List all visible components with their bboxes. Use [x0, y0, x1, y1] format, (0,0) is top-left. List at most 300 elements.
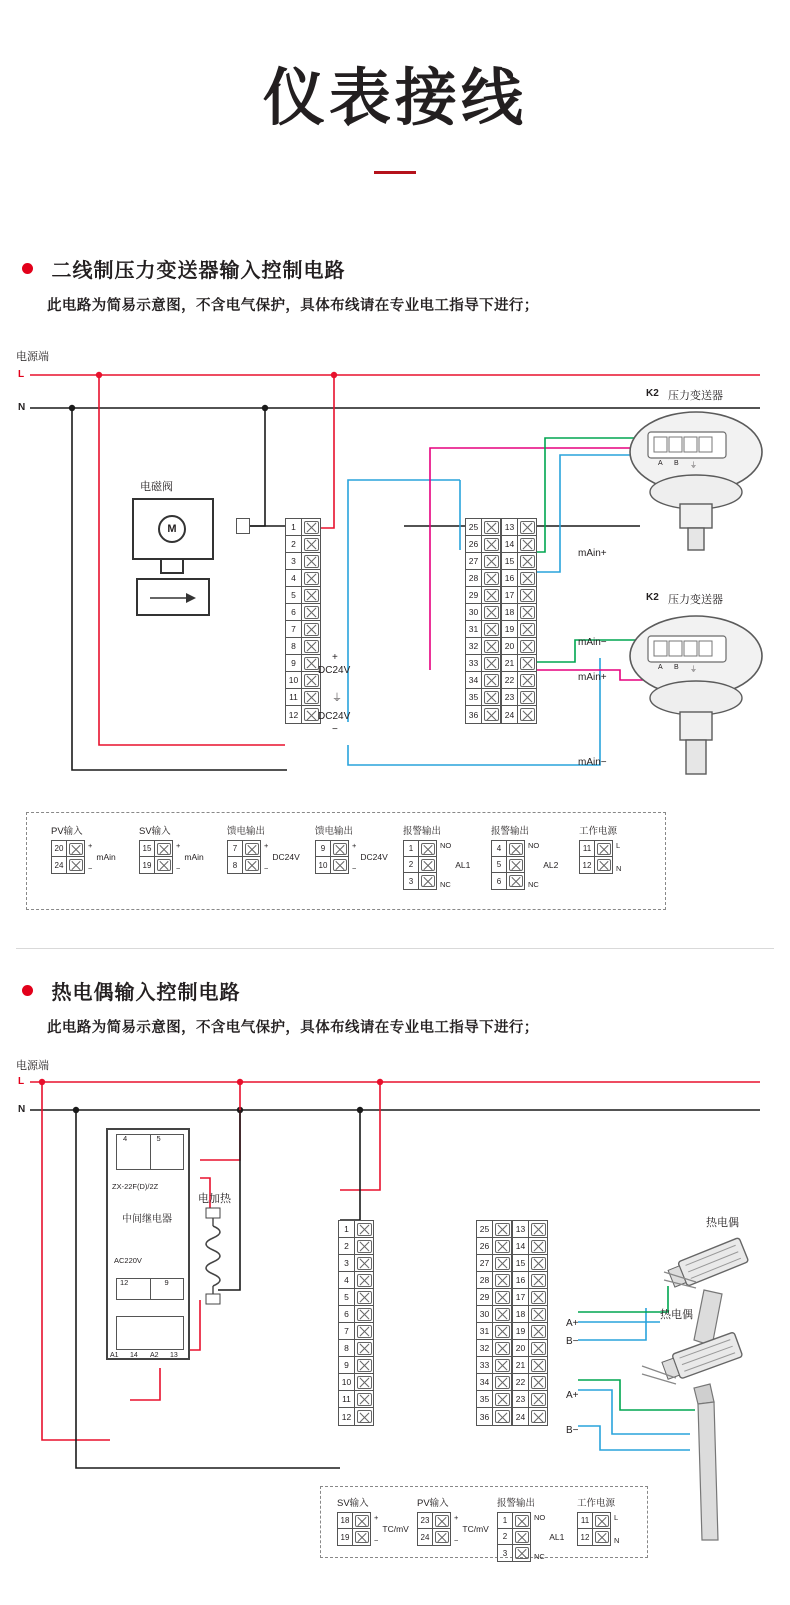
screw-icon: [435, 1531, 449, 1543]
screw-icon: [69, 859, 83, 871]
legend-terminal-block[interactable]: [491, 840, 525, 890]
terminal-number: 10: [286, 672, 302, 688]
legend-terminal-3[interactable]: [498, 1545, 530, 1561]
terminal-number: 1: [286, 519, 302, 535]
terminal-strip-mid-left-2[interactable]: [476, 1220, 512, 1426]
legend-row: [51, 840, 116, 874]
screw-icon: [509, 875, 523, 887]
legend-sign: L: [614, 1513, 619, 1522]
terminal-9[interactable]: [286, 655, 320, 672]
terminal-28[interactable]: [477, 1272, 511, 1289]
terminal-24[interactable]: [502, 706, 536, 723]
terminal-12[interactable]: [339, 1408, 373, 1425]
legend-terminal-12[interactable]: [578, 1529, 610, 1545]
terminal-23[interactable]: [513, 1391, 547, 1408]
terminal-32[interactable]: [477, 1340, 511, 1357]
legend-signs: [454, 1513, 458, 1545]
terminal-25[interactable]: [477, 1221, 511, 1238]
screw-icon: [304, 623, 319, 636]
terminal-21[interactable]: [513, 1357, 547, 1374]
terminal-number: 26: [466, 536, 482, 552]
screw-icon: [333, 843, 347, 855]
legend-terminal-2[interactable]: [404, 857, 436, 873]
terminal-10[interactable]: [286, 672, 320, 689]
terminal-21[interactable]: [502, 655, 536, 672]
heater-coil-icon: [200, 1208, 226, 1304]
terminal-15[interactable]: [502, 553, 536, 570]
legend-terminal-9[interactable]: [316, 841, 348, 857]
terminal-20[interactable]: [513, 1340, 547, 1357]
power-N-2: N: [18, 1104, 26, 1115]
terminal-17[interactable]: [513, 1289, 547, 1306]
terminal-19[interactable]: [502, 621, 536, 638]
terminal-28[interactable]: [466, 570, 500, 587]
screw-icon: [495, 1308, 510, 1321]
valve-terminal-block: [236, 518, 250, 534]
terminal-number: 25: [477, 1221, 493, 1237]
legend-sign: NO: [534, 1513, 546, 1522]
terminal-number: 30: [466, 604, 482, 620]
inline-label: DC24V: [318, 711, 351, 722]
screw-icon: [520, 640, 535, 653]
heater-label: 电加热: [198, 1193, 231, 1205]
power-N-1: N: [18, 402, 26, 413]
terminal-number: 7: [286, 621, 302, 637]
terminal-26[interactable]: [466, 536, 500, 553]
legend-note: mAin: [184, 852, 204, 862]
terminal-strip-left-2[interactable]: [338, 1220, 374, 1426]
screw-icon: [245, 843, 259, 855]
screw-icon: [520, 572, 535, 585]
legend-terminal-15[interactable]: [140, 841, 172, 857]
relay-model: ZX-22F(D)/2Z: [112, 1182, 159, 1191]
screw-icon: [484, 572, 499, 585]
terminal-1[interactable]: [339, 1221, 373, 1238]
screw-icon: [495, 1274, 510, 1287]
terminal-number: 15: [502, 553, 518, 569]
legend-terminal-7[interactable]: [228, 841, 260, 857]
section-divider: [16, 948, 774, 949]
power-label-1: 电源端: [16, 351, 49, 363]
terminal-19[interactable]: [513, 1323, 547, 1340]
power-L-2: L: [18, 1076, 25, 1087]
legend-terminal-12[interactable]: [580, 857, 612, 873]
screw-icon: [531, 1223, 546, 1236]
screw-icon: [355, 1531, 369, 1543]
legend-terminal-block[interactable]: [497, 1512, 531, 1562]
terminal-14[interactable]: [513, 1238, 547, 1255]
legend-group: [139, 823, 204, 874]
terminal-strip-mid-right-2[interactable]: [512, 1220, 548, 1426]
screw-icon: [531, 1240, 546, 1253]
screw-icon: [520, 674, 535, 687]
relay-term-9: 9: [164, 1278, 169, 1287]
terminal-35[interactable]: [477, 1391, 511, 1408]
inline-label: +: [332, 652, 338, 663]
terminal-34[interactable]: [477, 1374, 511, 1391]
terminal-32[interactable]: [466, 638, 500, 655]
terminal-34[interactable]: [466, 672, 500, 689]
screw-icon: [357, 1359, 372, 1372]
legend-terminal-number: 9: [316, 841, 331, 856]
screw-icon: [531, 1257, 546, 1270]
terminal-number: 4: [339, 1272, 355, 1288]
terminal-number: 26: [477, 1238, 493, 1254]
legend-row: [315, 840, 388, 874]
legend-sign: NO: [528, 841, 540, 850]
terminal-number: 18: [513, 1306, 529, 1322]
legend-terminal-24[interactable]: [52, 857, 84, 873]
terminal-number: 34: [466, 672, 482, 688]
terminal-number: 34: [477, 1374, 493, 1390]
section-1-heading: [22, 254, 539, 315]
terminal-number: 32: [477, 1340, 493, 1356]
terminal-number: 22: [502, 672, 518, 688]
terminal-29[interactable]: [477, 1289, 511, 1306]
terminal-number: 19: [502, 621, 518, 637]
legend-terminal-block[interactable]: [227, 840, 261, 874]
terminal-number: 36: [477, 1408, 493, 1425]
legend-terminal-1[interactable]: [498, 1513, 530, 1529]
legend-sign: −: [352, 864, 357, 873]
legend-terminal-3[interactable]: [404, 873, 436, 889]
inline-label: mAin+: [578, 548, 607, 559]
terminal-number: 27: [477, 1255, 493, 1271]
legend-terminal-18[interactable]: [338, 1513, 370, 1529]
terminal-number: 30: [477, 1306, 493, 1322]
terminal-number: 23: [502, 689, 518, 705]
terminal-number: 9: [286, 655, 302, 671]
legend-terminal-6[interactable]: [492, 873, 524, 889]
inline-label: ⏚: [332, 693, 342, 704]
legend-terminal-block[interactable]: [577, 1512, 611, 1546]
screw-icon: [495, 1410, 510, 1423]
terminal-5[interactable]: [339, 1289, 373, 1306]
legend-signs: [176, 841, 180, 873]
transmitter-2-terminal-b: B: [674, 664, 679, 671]
screw-icon: [520, 589, 535, 602]
legend-terminal-number: 20: [52, 841, 67, 856]
terminal-16[interactable]: [502, 570, 536, 587]
terminal-36[interactable]: [466, 706, 500, 723]
terminal-31[interactable]: [477, 1323, 511, 1340]
relay-term-4: 4: [123, 1134, 128, 1143]
terminal-18[interactable]: [502, 604, 536, 621]
terminal-7[interactable]: [286, 621, 320, 638]
terminal-number: 20: [513, 1340, 529, 1356]
screw-icon: [357, 1257, 372, 1270]
legend-terminal-19[interactable]: [140, 857, 172, 873]
legend-terminal-19[interactable]: [338, 1529, 370, 1545]
legend-group: [577, 1495, 619, 1546]
legend-note: TC/mV: [382, 1524, 409, 1534]
legend-terminal-block[interactable]: [315, 840, 349, 874]
terminal-17[interactable]: [502, 587, 536, 604]
legend-terminal-8[interactable]: [228, 857, 260, 873]
terminal-9[interactable]: [339, 1357, 373, 1374]
legend-group-title: 馈电输出: [227, 826, 266, 837]
legend-terminal-number: 2: [404, 857, 419, 872]
screw-icon: [304, 538, 319, 551]
screw-icon: [520, 521, 535, 534]
legend-row: [417, 1512, 489, 1546]
legend-terminal-number: 12: [578, 1529, 593, 1545]
screw-icon: [357, 1410, 372, 1423]
legend-terminal-4[interactable]: [492, 841, 524, 857]
relay-foot-a2: A2: [150, 1352, 159, 1359]
terminal-15[interactable]: [513, 1255, 547, 1272]
legend-sign: +: [264, 841, 269, 850]
screw-icon: [357, 1240, 372, 1253]
legend-terminal-11[interactable]: [578, 1513, 610, 1529]
terminal-27[interactable]: [466, 553, 500, 570]
terminal-11[interactable]: [286, 689, 320, 706]
screw-icon: [304, 521, 319, 534]
screw-icon: [531, 1291, 546, 1304]
terminal-33[interactable]: [466, 655, 500, 672]
screw-icon: [421, 843, 435, 855]
terminal-22[interactable]: [513, 1374, 547, 1391]
terminal-22[interactable]: [502, 672, 536, 689]
screw-icon: [531, 1393, 546, 1406]
terminal-12[interactable]: [286, 706, 320, 723]
legend-terminal-number: 24: [52, 857, 67, 873]
relay-name: 中间继电器: [122, 1214, 172, 1225]
screw-icon: [484, 657, 499, 670]
terminal-8[interactable]: [339, 1340, 373, 1357]
terminal-25[interactable]: [466, 519, 500, 536]
terminal-8[interactable]: [286, 638, 320, 655]
terminal-strip-left-1[interactable]: [285, 518, 321, 724]
legend-sign: −: [88, 864, 93, 873]
screw-icon: [509, 843, 523, 855]
screw-icon: [495, 1342, 510, 1355]
terminal-27[interactable]: [477, 1255, 511, 1272]
terminal-24[interactable]: [513, 1408, 547, 1425]
screw-icon: [484, 691, 499, 704]
screw-icon: [495, 1359, 510, 1372]
screw-icon: [484, 708, 499, 721]
inline-label: B−: [566, 1425, 579, 1436]
transmitter-1-terminal-a: A: [658, 460, 663, 467]
terminal-number: 23: [513, 1391, 529, 1407]
legend-group: [337, 1495, 409, 1546]
inline-label: A+: [566, 1318, 579, 1329]
transmitter-2-tag: K2: [646, 592, 659, 603]
legend-terminal-1[interactable]: [404, 841, 436, 857]
terminal-26[interactable]: [477, 1238, 511, 1255]
screw-icon: [595, 1531, 609, 1543]
screw-icon: [597, 843, 611, 855]
legend-group: [403, 823, 470, 890]
legend-terminal-11[interactable]: [580, 841, 612, 857]
legend-terminal-block[interactable]: [139, 840, 173, 874]
terminal-33[interactable]: [477, 1357, 511, 1374]
terminal-strip-mid-right-1[interactable]: [501, 518, 537, 724]
terminal-number: 36: [466, 706, 482, 723]
legend-terminal-20[interactable]: [52, 841, 84, 857]
legend-signs: [88, 841, 92, 873]
title-rule: [374, 171, 416, 174]
legend-terminal-2[interactable]: [498, 1529, 530, 1545]
legend-group-title: 工作电源: [577, 1498, 616, 1509]
terminal-6[interactable]: [286, 604, 320, 621]
inline-label: mAin−: [578, 637, 607, 648]
thermocouple-2-label: 热电偶: [660, 1309, 693, 1321]
inline-label: mAin+: [578, 672, 607, 683]
screw-icon: [304, 640, 319, 653]
legend-group: [579, 823, 621, 874]
legend-sign: −: [374, 1536, 379, 1545]
terminal-16[interactable]: [513, 1272, 547, 1289]
terminal-3[interactable]: [286, 553, 320, 570]
terminal-18[interactable]: [513, 1306, 547, 1323]
terminal-2[interactable]: [286, 536, 320, 553]
legend-terminal-number: 24: [418, 1529, 433, 1545]
power-L-1: L: [18, 369, 25, 380]
screw-icon: [357, 1376, 372, 1389]
terminal-number: 32: [466, 638, 482, 654]
intermediate-relay: [106, 1128, 190, 1360]
terminal-13[interactable]: [502, 519, 536, 536]
legend-terminal-block[interactable]: [417, 1512, 451, 1546]
relay-foot-a1: A1: [110, 1352, 119, 1359]
terminal-30[interactable]: [466, 604, 500, 621]
screw-icon: [484, 674, 499, 687]
legend-sign: +: [454, 1513, 459, 1522]
screw-icon: [357, 1223, 372, 1236]
terminal-number: 14: [502, 536, 518, 552]
terminal-23[interactable]: [502, 689, 536, 706]
legend-row: [227, 840, 300, 874]
legend-terminal-10[interactable]: [316, 857, 348, 873]
terminal-number: 2: [339, 1238, 355, 1254]
legend-terminal-block[interactable]: [337, 1512, 371, 1546]
screw-icon: [495, 1291, 510, 1304]
inline-label: mAin−: [578, 757, 607, 768]
terminal-number: 4: [286, 570, 302, 586]
terminal-4[interactable]: [286, 570, 320, 587]
terminal-35[interactable]: [466, 689, 500, 706]
legend-terminal-number: 19: [338, 1529, 353, 1545]
legend-signs: [614, 1513, 619, 1545]
terminal-number: 7: [339, 1323, 355, 1339]
valve-neck: [160, 560, 184, 574]
terminal-number: 24: [502, 706, 518, 723]
screw-icon: [531, 1325, 546, 1338]
terminal-14[interactable]: [502, 536, 536, 553]
legend-group-title: 报警输出: [403, 826, 442, 837]
screw-icon: [304, 589, 319, 602]
terminal-number: 19: [513, 1323, 529, 1339]
screw-icon: [484, 589, 499, 602]
terminal-number: 29: [466, 587, 482, 603]
terminal-strip-mid-left-1[interactable]: [465, 518, 501, 724]
legend-terminal-23[interactable]: [418, 1513, 450, 1529]
legend-terminal-5[interactable]: [492, 857, 524, 873]
legend-group-title: PV输入: [417, 1498, 449, 1509]
legend-sign: NC: [440, 880, 451, 889]
terminal-number: 35: [466, 689, 482, 705]
terminal-5[interactable]: [286, 587, 320, 604]
terminal-number: 25: [466, 519, 482, 535]
screw-icon: [304, 674, 319, 687]
legend-terminal-24[interactable]: [418, 1529, 450, 1545]
legend-signs: [374, 1513, 378, 1545]
terminal-number: 13: [502, 519, 518, 535]
terminal-31[interactable]: [466, 621, 500, 638]
terminal-number: 11: [339, 1391, 355, 1407]
terminal-number: 31: [466, 621, 482, 637]
screw-icon: [357, 1342, 372, 1355]
terminal-2[interactable]: [339, 1238, 373, 1255]
legend-terminal-number: 23: [418, 1513, 433, 1528]
terminal-36[interactable]: [477, 1408, 511, 1425]
screw-icon: [157, 843, 171, 855]
pressure-transmitter-1: [618, 388, 778, 554]
terminal-number: 5: [286, 587, 302, 603]
terminal-11[interactable]: [339, 1391, 373, 1408]
relay-foot-14: 14: [130, 1352, 138, 1359]
legend-terminal-block[interactable]: [403, 840, 437, 890]
screw-icon: [509, 859, 523, 871]
relay-term-12: 12: [120, 1278, 129, 1287]
transmitter-2-terminal-a: A: [658, 664, 663, 671]
legend-note: DC24V: [272, 852, 300, 862]
legend-note: AL1: [455, 860, 471, 870]
legend-group-title: 馈电输出: [315, 826, 354, 837]
legend-terminal-number: 7: [228, 841, 243, 856]
legend-group: [315, 823, 388, 874]
relay-term-5: 5: [156, 1134, 161, 1143]
screw-icon: [520, 538, 535, 551]
terminal-number: 33: [466, 655, 482, 671]
screw-icon: [421, 875, 435, 887]
terminal-6[interactable]: [339, 1306, 373, 1323]
terminal-29[interactable]: [466, 587, 500, 604]
terminal-30[interactable]: [477, 1306, 511, 1323]
legend-terminal-block[interactable]: [51, 840, 85, 874]
screw-icon: [357, 1325, 372, 1338]
section-1-subtitle: 此电路为简易示意图，不含电气保护，具体布线请在专业电工指导下进行；: [47, 298, 539, 314]
terminal-number: 2: [286, 536, 302, 552]
terminal-number: 6: [339, 1306, 355, 1322]
terminal-number: 29: [477, 1289, 493, 1305]
legend-terminal-block[interactable]: [579, 840, 613, 874]
screw-icon: [357, 1393, 372, 1406]
terminal-4[interactable]: [339, 1272, 373, 1289]
terminal-1[interactable]: [286, 519, 320, 536]
terminal-number: 8: [339, 1340, 355, 1356]
legend-sign: NC: [528, 880, 539, 889]
screw-icon: [484, 555, 499, 568]
terminal-13[interactable]: [513, 1221, 547, 1238]
legend-group-title: 报警输出: [497, 1498, 536, 1509]
legend-sign: +: [374, 1513, 379, 1522]
screw-icon: [245, 859, 259, 871]
terminal-3[interactable]: [339, 1255, 373, 1272]
screw-icon: [531, 1342, 546, 1355]
legend-sign: NC: [534, 1552, 545, 1561]
terminal-number: 27: [466, 553, 482, 569]
terminal-7[interactable]: [339, 1323, 373, 1340]
screw-icon: [515, 1515, 529, 1527]
terminal-20[interactable]: [502, 638, 536, 655]
terminal-10[interactable]: [339, 1374, 373, 1391]
legend-sign: −: [176, 864, 181, 873]
screw-icon: [495, 1376, 510, 1389]
legend-sign: NO: [440, 841, 452, 850]
